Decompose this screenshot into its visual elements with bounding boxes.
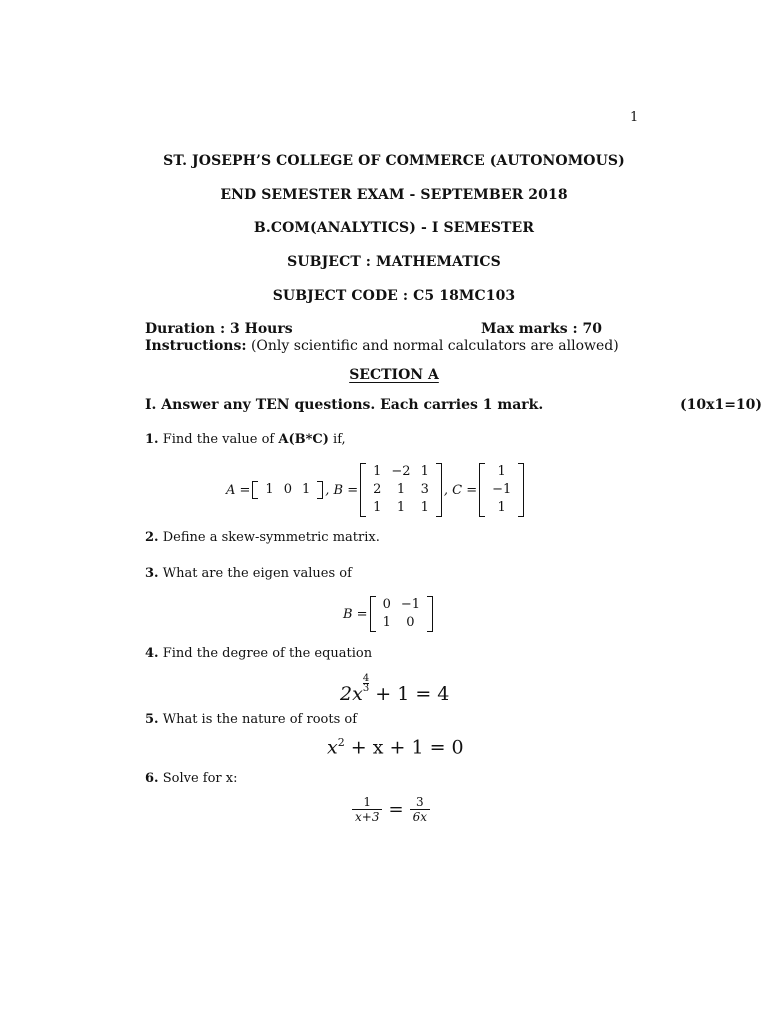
denominator: x+3 <box>355 810 380 824</box>
question-2 <box>145 530 380 545</box>
question-text: Define a skew-symmetric matrix. <box>162 530 380 545</box>
matrix-b-label: B = <box>343 606 368 622</box>
q6-equation <box>352 795 430 824</box>
duration: Duration : 3 Hours <box>145 321 293 337</box>
instructions-label: Instructions: <box>145 338 247 354</box>
matrix-cell: 0 <box>406 615 415 630</box>
q4-equation <box>340 674 449 705</box>
matrix-cell: 1 <box>497 500 506 515</box>
question-3 <box>145 566 352 581</box>
matrix-cell: 1 <box>382 615 391 630</box>
matrix-cell: −1 <box>400 597 421 612</box>
exp-numerator: 4 <box>362 673 370 684</box>
section-instruction: I. Answer any TEN questions. Each carries 1 mark. <box>145 397 544 413</box>
course-title: B.COM(ANALYTICS) - I SEMESTER <box>253 220 535 236</box>
question-text: Find the degree of the equation <box>162 646 373 661</box>
matrix-cell: 1 <box>420 500 429 515</box>
equals-sign: = <box>388 799 404 820</box>
max-marks: Max marks : 70 <box>481 321 603 337</box>
matrix-cell: 1 <box>301 482 311 497</box>
question-6 <box>145 771 237 786</box>
question-text: Find the value of <box>162 432 275 447</box>
question-text: What is the nature of roots of <box>162 712 358 727</box>
q5-equation <box>327 736 464 758</box>
eq-variable: x <box>327 736 338 759</box>
question-4 <box>145 646 372 661</box>
subject-title: SUBJECT : MATHEMATICS <box>287 254 501 270</box>
instructions-text: (Only scientific and normal calculators are allowed) <box>250 338 619 354</box>
eq-rest: + 1 = 4 <box>375 683 450 705</box>
matrix-a <box>252 481 323 499</box>
eq-base: 2x <box>340 683 363 705</box>
matrix-cell: 3 <box>420 482 429 497</box>
matrix-cell: −1 <box>492 482 512 497</box>
question-text: What are the eigen values of <box>162 566 352 581</box>
matrix-c-label: , C = <box>443 482 478 498</box>
denominator: 6x <box>412 810 427 824</box>
question-text: Solve for x: <box>162 771 238 786</box>
matrix-cell: 1 <box>396 482 406 497</box>
matrix-b-label: , B = <box>325 482 359 498</box>
question-number: 2. <box>145 530 159 545</box>
eq-exponent <box>363 674 369 693</box>
section-marks: (10x1=10) <box>680 397 763 413</box>
matrix-cell: −2 <box>391 464 411 479</box>
question-number: 1. <box>145 432 159 447</box>
matrix-cell: 2 <box>373 482 382 497</box>
matrix-c <box>479 463 524 517</box>
eq-square: 2 <box>337 736 345 749</box>
matrix-cell: 1 <box>497 464 506 479</box>
question-number: 6. <box>145 771 159 786</box>
fraction-left <box>352 795 382 824</box>
subject-code: SUBJECT CODE : C5 18MC103 <box>272 288 516 304</box>
matrix-cell: 1 <box>373 464 382 479</box>
matrix-cell: 1 <box>396 500 406 515</box>
matrix-cell: 1 <box>373 500 382 515</box>
instructions <box>145 338 619 354</box>
matrix-cell: 0 <box>382 597 391 612</box>
question-1 <box>145 432 346 447</box>
matrix-cell: 0 <box>283 482 292 497</box>
matrix-cell: 1 <box>420 464 429 479</box>
exp-denominator: 3 <box>362 683 370 694</box>
matrix-b-2x2 <box>370 596 433 632</box>
q1-matrices <box>226 461 526 519</box>
eq-rest: + x + 1 = 0 <box>350 736 464 759</box>
page-number: 1 <box>630 110 639 125</box>
matrix-b <box>360 463 442 517</box>
q3-matrix <box>343 595 435 633</box>
question-5 <box>145 712 357 727</box>
question-number: 5. <box>145 712 159 727</box>
numerator: 3 <box>410 795 430 810</box>
section-title: SECTION A <box>349 367 439 383</box>
question-bold: A(B*C) <box>278 432 329 447</box>
numerator: 1 <box>352 795 382 810</box>
fraction-right <box>410 795 430 824</box>
matrix-cell: 1 <box>265 482 274 497</box>
question-suffix: if, <box>333 432 346 447</box>
question-number: 3. <box>145 566 159 581</box>
college-title: ST. JOSEPH’S COLLEGE OF COMMERCE (AUTONOMOUS) <box>163 153 625 169</box>
matrix-a-label: A = <box>226 482 251 498</box>
exam-title: END SEMESTER EXAM - SEPTEMBER 2018 <box>220 187 568 203</box>
question-number: 4. <box>145 646 159 661</box>
